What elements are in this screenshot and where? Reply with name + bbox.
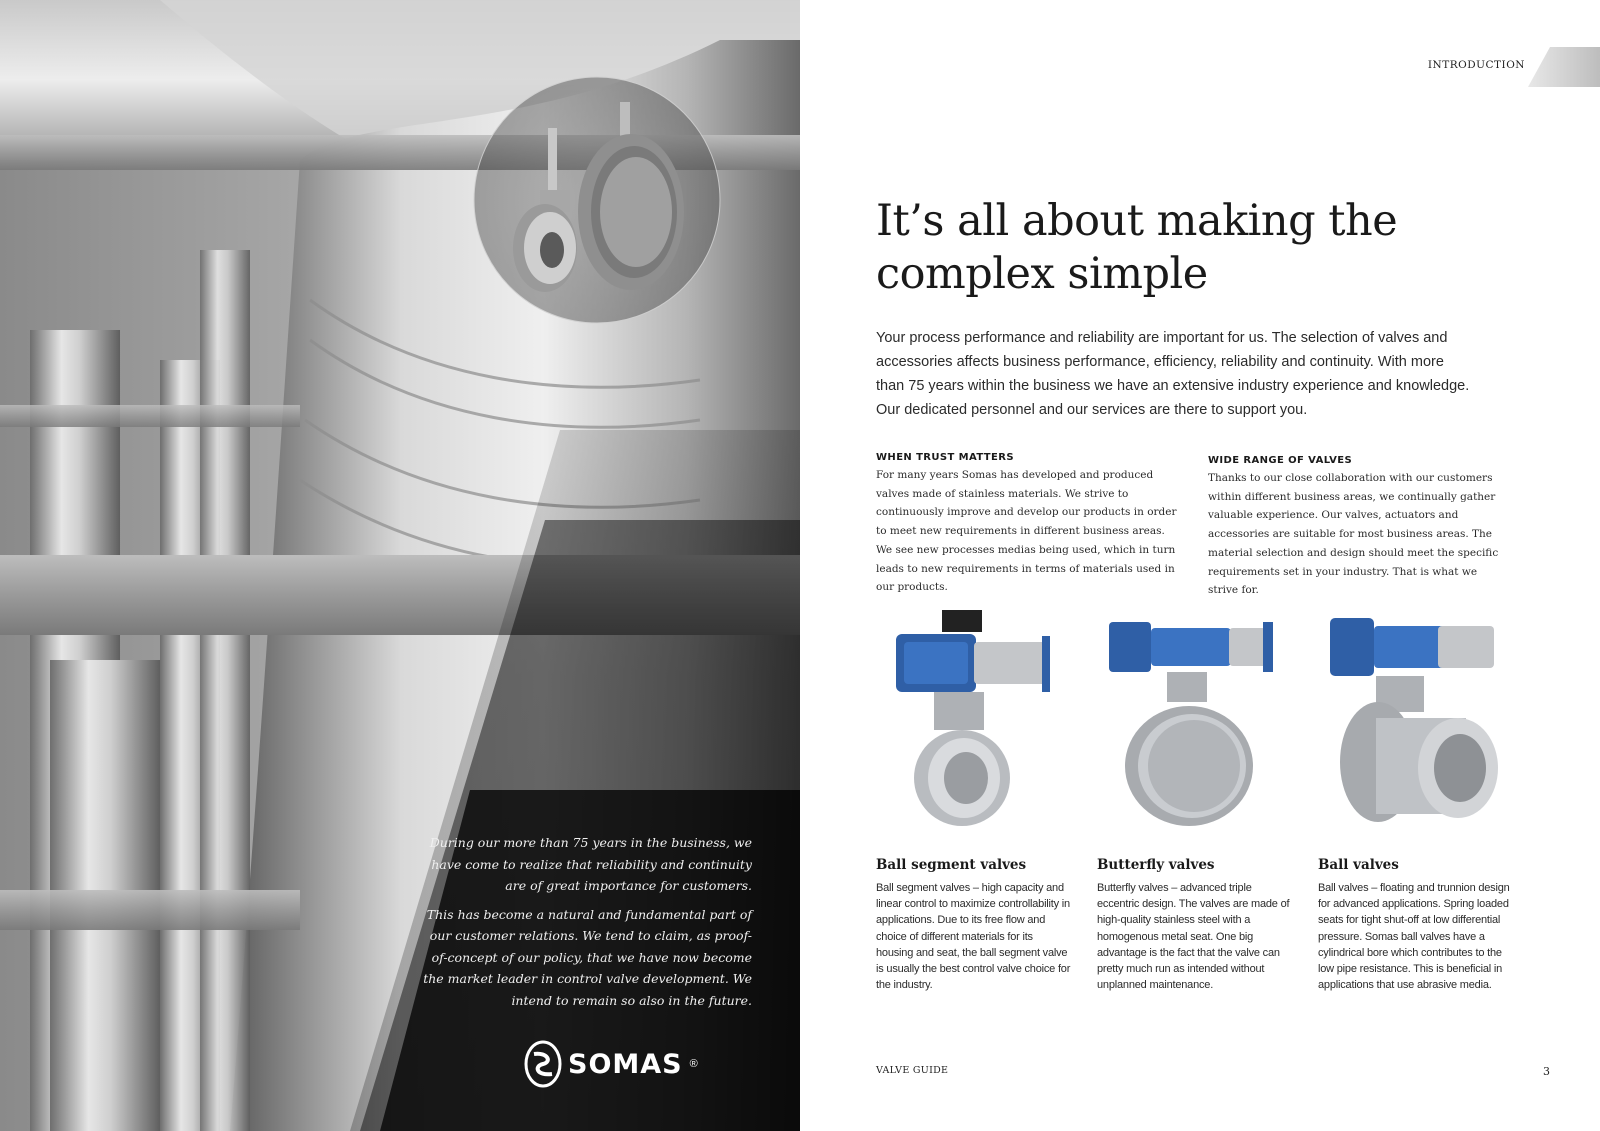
footer-label: VALVE GUIDE	[876, 1065, 949, 1076]
section-label: INTRODUCTION	[1427, 59, 1525, 71]
somas-logo-mark-icon	[524, 1040, 562, 1088]
product-description: Ball valves – floating and trunnion design for advanced applications. Spring loaded seats for tight shut-off at low differential pressure. Somas ball valves have a cylindrical bore which contributes to the low pipe resistance. This is beneficial in applications that use abrasive media.	[1318, 882, 1510, 992]
product-ball	[1318, 608, 1514, 993]
ball-valve-image	[1318, 608, 1514, 826]
product-description: Butterfly valves – advanced triple eccentric design. The valves are made of high-quality stainless steel with a homogenous metal seat. One big advantage is the fact that the valve can pretty much run as intended without unplanned maintenance.	[1097, 882, 1290, 992]
product-title: Ball valves	[1318, 857, 1399, 873]
product-title: Butterfly valves	[1097, 857, 1215, 873]
section-tab-decoration	[1528, 47, 1600, 87]
column-range	[1208, 455, 1510, 600]
product-ball-segment	[876, 608, 1072, 993]
column-body: For many years Somas has developed and produced valves made of stainless materials. We strive to continuously improve and develop our products in order to meet new requirements in different business areas. We see new processes medias being used, which in turn leads to new requirements in terms of materials used in our products.	[876, 469, 1177, 594]
column-body: Thanks to our close collaboration with our customers within different business areas, we continually gather valuable experience. Our valves, actuators and accessories are suitable for most business areas. The material selection and design should meet the specific requirements set in your industry. That is what we strive for.	[1208, 472, 1499, 597]
column-heading: WIDE RANGE OF VALVES	[1208, 455, 1353, 466]
column-trust	[876, 452, 1178, 597]
ball-segment-valve-image	[876, 608, 1072, 826]
quote-paragraph-1: During our more than 75 years in the business, we have come to realize that reliability and continuity are of great importance for customers.	[429, 835, 752, 893]
page-number: 3	[1543, 1065, 1550, 1078]
page-headline: It’s all about making the complex simple	[876, 196, 1398, 299]
lead-paragraph: Your process performance and reliability are important for us. The selection of valves and accessories affects business performance, efficiency, reliability and continuity. With more than 75 years within the business we have an extensive industry experience and knowledge. Our dedicated personnel and our services are there to support you.	[876, 330, 1470, 418]
product-butterfly	[1097, 608, 1293, 993]
pull-quote	[420, 832, 752, 1018]
butterfly-valve-image	[1097, 608, 1293, 826]
product-description: Ball segment valves – high capacity and linear control to maximize controllability in applications. Due to its free flow and choice of different materials for its housing and seat, the ball segment valve is usually the best control valve choice for the industry.	[876, 882, 1071, 992]
column-heading: WHEN TRUST MATTERS	[876, 452, 1014, 463]
somas-logo	[524, 1040, 698, 1088]
quote-paragraph-2: This has become a natural and fundamental part of our customer relations. We tend to claim, as proof-of-concept of our policy, that we have now become the market leader in control valve development. We intend to remain so also in the future.	[423, 906, 752, 1008]
logo-wordmark: SOMAS	[568, 1048, 683, 1080]
product-title: Ball segment valves	[876, 857, 1027, 873]
introduction-page	[800, 0, 1600, 1131]
logo-registered-mark: ®	[689, 1058, 698, 1070]
